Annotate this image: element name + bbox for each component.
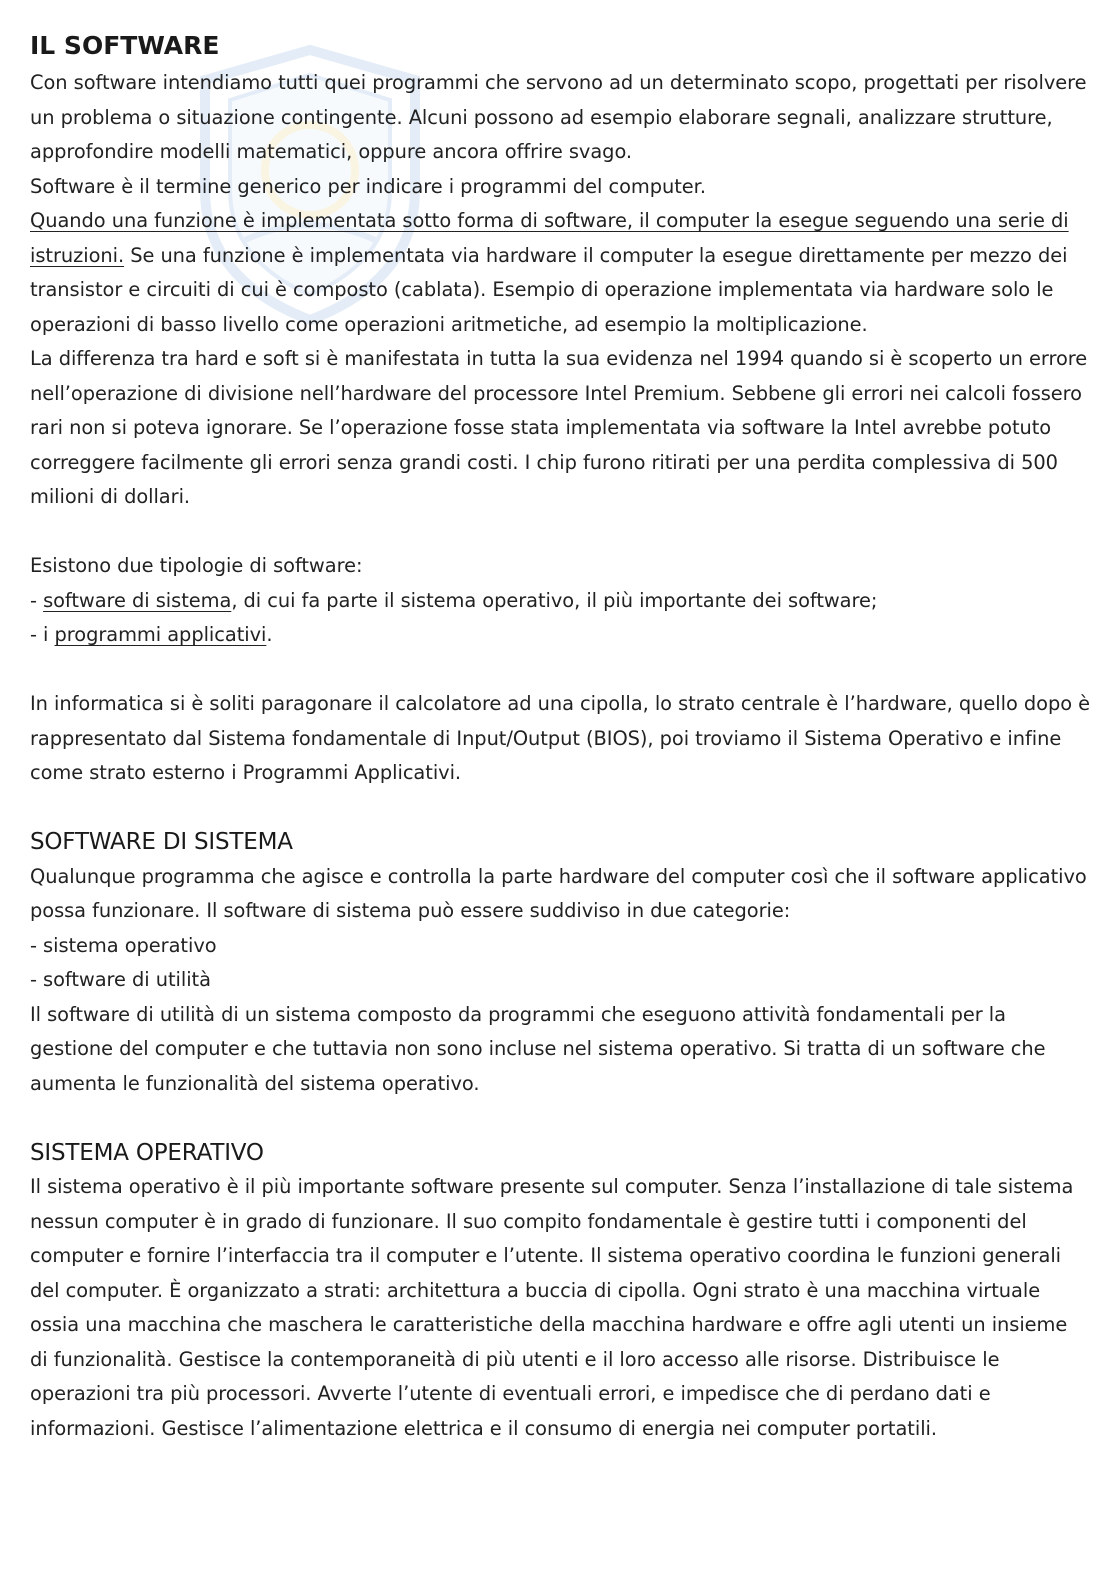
list-dash: - bbox=[30, 588, 44, 612]
underlined-term-system-software: software di sistema bbox=[43, 588, 232, 612]
spacer bbox=[30, 791, 1090, 826]
types-item-2 bbox=[30, 618, 1090, 653]
spacer bbox=[30, 1101, 1090, 1136]
types-intro: Esistono due tipologie di software: bbox=[30, 554, 363, 577]
underlined-term-applications: programmi applicativi bbox=[54, 623, 267, 646]
section-heading-operating-system: SISTEMA OPERATIVO bbox=[30, 1139, 264, 1166]
page-title: IL SOFTWARE bbox=[30, 31, 220, 60]
system-software-item-2: - software di utilità bbox=[30, 968, 211, 991]
system-software-item-1: - sistema operativo bbox=[30, 933, 217, 957]
underlined-definition: Quando una funzione è implementata sotto forma di software, il computer la esegue seguendo una serie di istruzioni. bbox=[30, 209, 1069, 267]
intro-paragraph-2: Software è il termine generico per indicare i programmi del computer. bbox=[30, 174, 706, 198]
list-dash: - i bbox=[30, 623, 55, 646]
types-item-2-rest: . bbox=[266, 623, 273, 646]
system-software-paragraph-2: Il software di utilità di un sistema composto da programmi che eseguono attività fondamentali per la gestione del computer e che tuttavia non sono incluse nel sistema operativo. Si tratta di un software che aumenta le funzionalità del sistema operativo. bbox=[30, 1002, 1046, 1095]
spacer bbox=[30, 515, 1090, 550]
intro-paragraph-1: Con software intendiamo tutti quei programmi che servono ad un determinato scopo, progettati per risolvere un problema o situazione contingente. Alcuni possono ad esempio elaborare segnali, analizzare strutture, approfondire modelli matematici, oppure ancora offrire svago. bbox=[30, 71, 1087, 163]
document-page bbox=[30, 26, 1090, 1446]
intro-paragraph-3-rest: Se una funzione è implementata via hardware il computer la esegue direttamente per mezzo dei transistor e circuiti di cui è composto (cablata). Esempio di operazione implementata via hardware solo le operazioni di basso livello come operazioni aritmetiche, ad esempio la moltiplicazione. bbox=[30, 243, 1068, 336]
spacer bbox=[30, 653, 1090, 688]
types-item-1-rest: , di cui fa parte il sistema operativo, il più importante dei software; bbox=[231, 588, 878, 612]
intro-paragraph-3 bbox=[30, 204, 1090, 342]
operating-system-paragraph: Il sistema operativo è il più importante software presente sul computer. Senza l’installazione di tale sistema nessun computer è in grado di funzionare. Il suo compito fondamentale è gestire tutti i componenti del computer e fornire l’interfaccia tra il computer e l’utente. Il sistema operativo coordina le funzioni generali del computer. È organizzato a strati: architettura a buccia di cipolla. Ogni strato è una macchina virtuale ossia una macchina che maschera le caratteristiche della macchina hardware e offre agli utenti un insieme di funzionalità. Gestisce la contemporaneità di più utenti e il loro accesso alle risorse. Distribuisce le operazioni tra più processori. Avverte l’utente di eventuali errori, e impedisce che di perdano dati e informazioni. Gestisce l’alimentazione elettrica e il consumo di energia nei computer portatili. bbox=[30, 1175, 1074, 1440]
onion-paragraph: In informatica si è soliti paragonare il calcolatore ad una cipolla, lo strato centrale è l’hardware, quello dopo è rappresentato dal Sistema fondamentale di Input/Output (BIOS), poi troviamo il Sistema Operativo e infine come strato esterno i Programmi Applicativi. bbox=[30, 692, 1091, 784]
system-software-paragraph-1: Qualunque programma che agisce e controlla la parte hardware del computer così che il software applicativo possa funzionare. Il software di sistema può essere suddiviso in due categorie: bbox=[30, 864, 1087, 922]
intro-paragraph-4: La differenza tra hard e soft si è manifestata in tutta la sua evidenza nel 1994 quando si è scoperto un errore nell’operazione di divisione nell’hardware del processore Intel Premium. Sebbene gli errori nei calcoli fossero rari non si poteva ignorare. Se l’operazione fosse stata implementata via software la Intel avrebbe potuto correggere facilmente gli errori senza grandi costi. I chip furono ritirati per una perdita complessiva di 500 milioni di dollari. bbox=[30, 347, 1088, 508]
section-heading-system-software: SOFTWARE DI SISTEMA bbox=[30, 829, 293, 855]
types-item-1 bbox=[30, 584, 1090, 619]
